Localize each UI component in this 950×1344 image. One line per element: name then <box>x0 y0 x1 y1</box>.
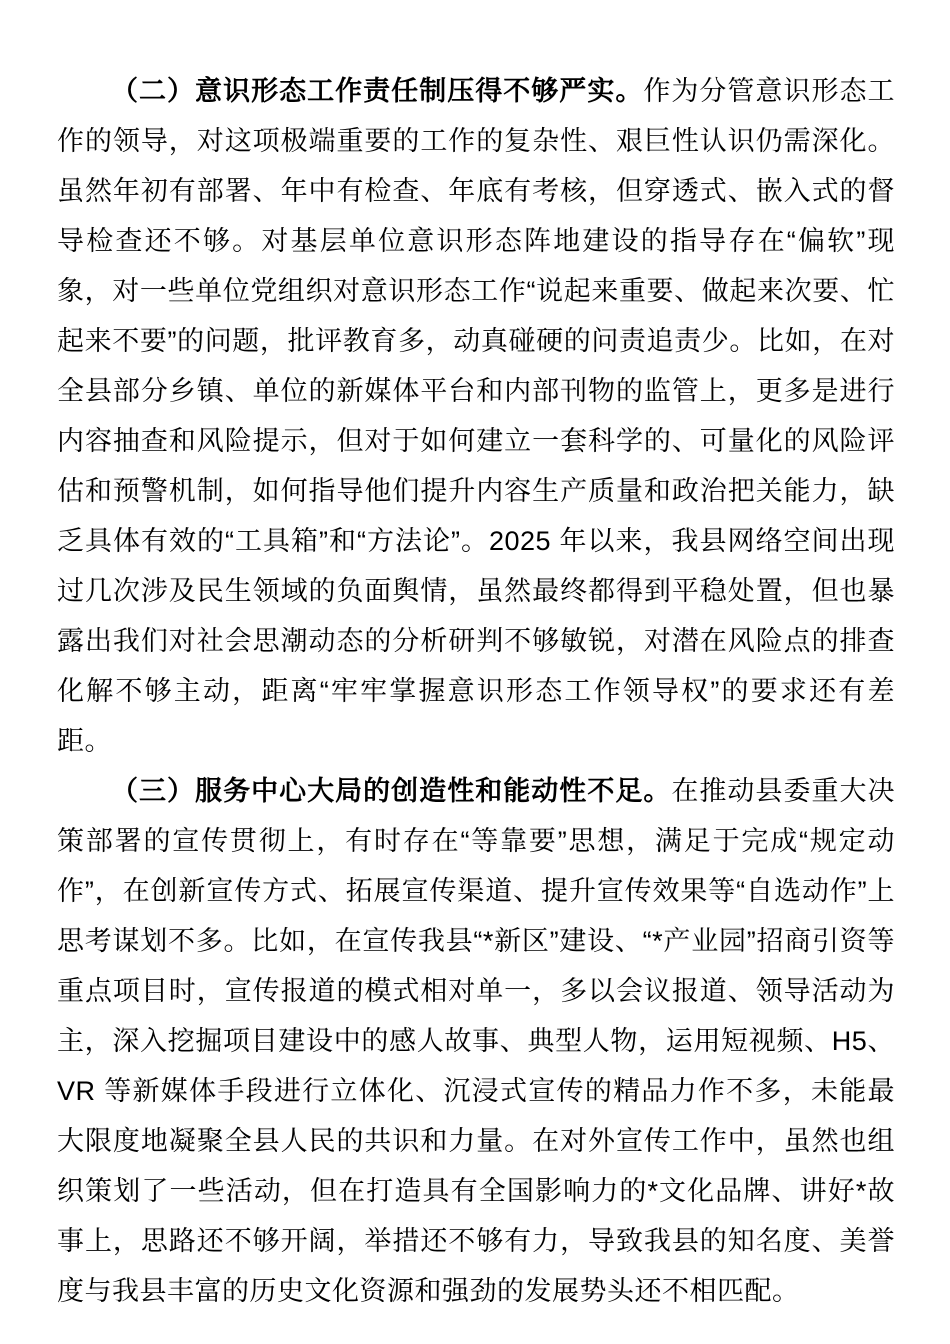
paragraph-section-2-body: 作为分管意识形态工作的领导，对这项极端重要的工作的复杂性、艰巨性认识仍需深化。虽然年初有部署、年中有检查、年底有考核，但穿透式、嵌入式的督导检查还不够。对基层单位意识形态阵地建设的指导存在“偏软”现象，对一些单位党组织对意识形态工作“说起来重要、做起来次要、忙起来不要”的问题，批评教育多，动真碰硬的问责追责少。比如，在对全县部分乡镇、单位的新媒体平台和内部刊物的监管上，更多是进行内容抽查和风险提示，但对于如何建立一套科学的、可量化的风险评估和预警机制，如何指导他们提升内容生产质量和政治把关能力，缺乏具体有效的“工具箱”和“方法论”。2025 年以来，我县网络空间出现过几次涉及民生领域的负面舆情，虽然最终都得到平稳处置，但也暴露出我们对社会思潮动态的分析研判不够敏锐，对潜在风险点的排查化解不够主动，距离“牢牢掌握意识形态工作领导权”的要求还有差距。 <box>57 76 896 756</box>
paragraph-section-3-body: 在推动县委重大决策部署的宣传贯彻上，有时存在“等靠要”思想，满足于完成“规定动作”，在创新宣传方式、拓展宣传渠道、提升宣传效果等“自选动作”上思考谋划不多。比如，在宣传我县“*新区”建设、“*产业园”招商引资等重点项目时，宣传报道的模式相对单一，多以会议报道、领导活动为主，深入挖掘项目建设中的感人故事、典型人物，运用短视频、H5、VR 等新媒体手段进行立体化、沉浸式宣传的精品力作不多，未能最大限度地凝聚全县人民的共识和力量。在对外宣传工作中，虽然也组织策划了一些活动，但在打造具有全国影响力的*文化品牌、讲好*故事上，思路还不够开阔，举措还不够有力，导致我县的知名度、美誉度与我县丰富的历史文化资源和强劲的发展势头还不相匹配。 <box>57 776 896 1306</box>
paragraph-section-3 <box>57 766 895 1316</box>
paragraph-section-3-heading: （三）服务中心大局的创造性和能动性不足。 <box>111 776 672 806</box>
paragraph-section-2 <box>57 66 895 766</box>
paragraph-section-2-heading: （二）意识形态工作责任制压得不够严实。 <box>111 76 644 106</box>
